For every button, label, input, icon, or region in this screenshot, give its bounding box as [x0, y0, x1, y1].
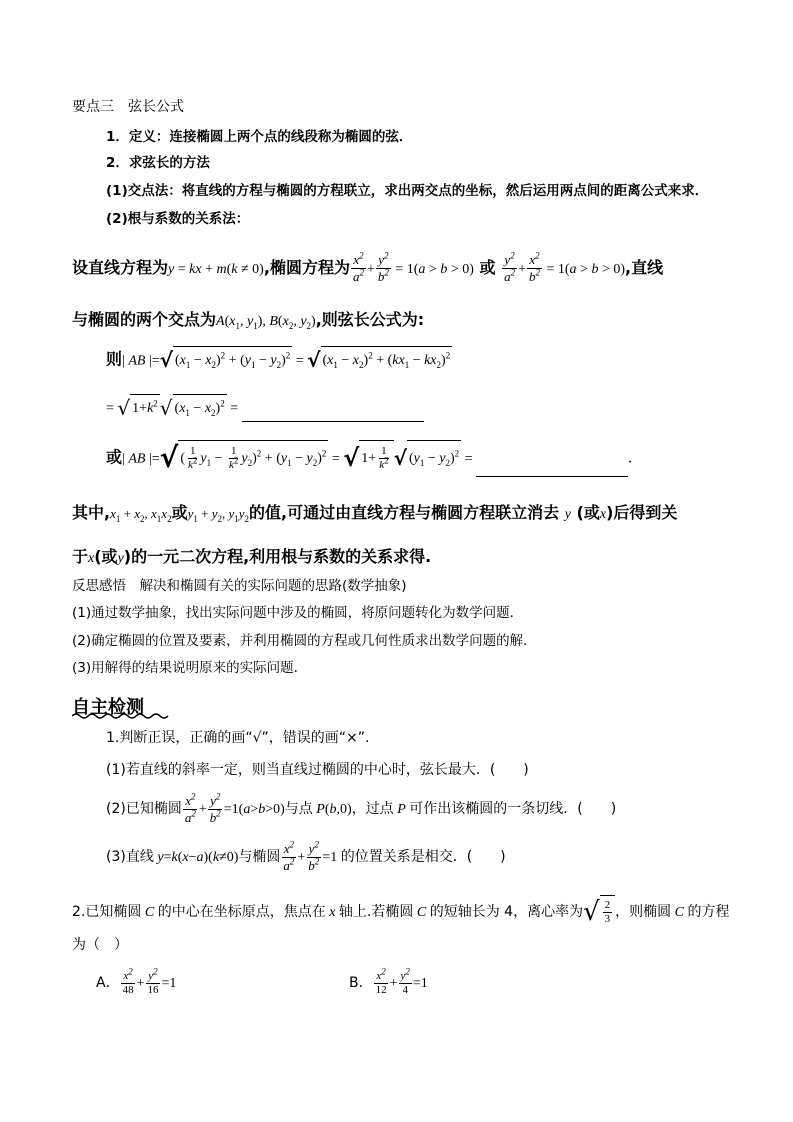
- question-2-end: 为（ ）: [72, 937, 128, 953]
- key-point-heading: 要点三 弦长公式: [72, 99, 184, 115]
- where-line: 其中$,x_1 + x_2$, $x_1x_2$或$y_1 + y_2$, $y_1y_2$的值,可通过由直线方程与椭圆方程联立消去 y (或x)后得到关: [72, 503, 678, 525]
- method-vieta: (2)根与系数的关系法：: [106, 211, 250, 227]
- fill-blank-2[interactable]: [476, 456, 628, 477]
- option-a[interactable]: A． $\frac{x^2}{48}$ + $\frac{y^2}{16}$ =1: [96, 965, 177, 996]
- reflection-2: (2)确定椭圆的位置及要素，并利用椭圆的方程或几何性质求出数学问题的解．: [72, 633, 537, 649]
- reflection-1: (1)通过数学抽象，找出实际问题中涉及的椭圆，将原问题转化为数学问题．: [72, 605, 524, 621]
- definition-line: 1．定义：连接椭圆上两个点的线段称为椭圆的弦．: [106, 129, 413, 145]
- about-line: 于x(或y)的一元二次方程,利用根与系数的关系求得.: [72, 547, 432, 566]
- option-b[interactable]: B． $\frac{x^2}{12}$ + $\frac{y^2}{4}$ =1: [349, 965, 428, 996]
- reflection-3: (3)用解得的结果说明原来的实际问题．: [72, 660, 308, 676]
- question-1-3: (3)直线 y=k(x−a)(k≠0)与椭圆 $\frac{x^2}{a^2}$ + $\frac{y^2}{b^2}$ =1 的位置关系是相交．( ): [106, 839, 506, 873]
- method-title: 2．求弦长的方法: [106, 155, 210, 171]
- intersection-line: 与椭圆的两个交点为$A(x_1$, $y_1$), $B(x_2$, $y_2$),则弦长公式为:: [72, 310, 425, 332]
- chord-formula-3: 或| AB |=√ ( $\frac{1}{k^2}$ $y_1$ − $\frac{1}{k^2}$ $y_2)^2 + (y_1 - y_2)^2$ = √ 1+ $\frac{1}{k^2}$ √ $(y_1 - y_2)^2$ = .: [106, 440, 632, 477]
- fill-blank-1[interactable]: [242, 403, 424, 422]
- question-1: 1.判断正误，正确的画“√”，错误的画“×”.: [106, 730, 370, 746]
- section-underline: [72, 712, 172, 720]
- question-1-1: (1)若直线的斜率一定，则当直线过椭圆的中心时，弦长最大．( ): [106, 762, 529, 778]
- chord-formula-1: 则| AB |=√ $(x_1 - x_2)^2 + (y_1 - y_2)^2$ = √ $(x_1 - x_2)^2 + (kx_1 - kx_2)^2$: [106, 348, 451, 372]
- method-intersection: (1)交点法：将直线的方程与椭圆的方程联立，求出两交点的坐标，然后运用两点间的距离公式来求．: [106, 183, 709, 199]
- setup-line: 设直线方程为y = kx + m(k ≠ 0),椭圆方程为 $\frac{x^2}{a^2}$ + $\frac{y^2}{b^2}$ = 1(a > b > 0) 或 $\frac{y^2}{a^2}$ + $\frac{x^2}{b^2}$ = 1(a > b > 0),直线: [72, 250, 664, 284]
- question-2: 2.已知椭圆 C 的中心在坐标原点，焦点在 x 轴上.若椭圆 C 的短轴长为 4，离心率为√ $\frac{2}{3}$ ，则椭圆 C 的方程: [72, 897, 730, 927]
- question-1-2: (2)已知椭圆 $\frac{x^2}{a^2}$ + $\frac{y^2}{b^2}$ =1(a>b>0)与点 P(b,0)，过点 P 可作出该椭圆的一条切线．( ): [106, 791, 617, 825]
- section-title: 自主检测: [72, 697, 144, 718]
- reflection-title: 反思感悟 解决和椭圆有关的实际问题的思路(数学抽象): [72, 578, 407, 594]
- chord-formula-2: = √ $1+k^2$ √ $(x_1 - x_2)^2$ =: [106, 394, 424, 422]
